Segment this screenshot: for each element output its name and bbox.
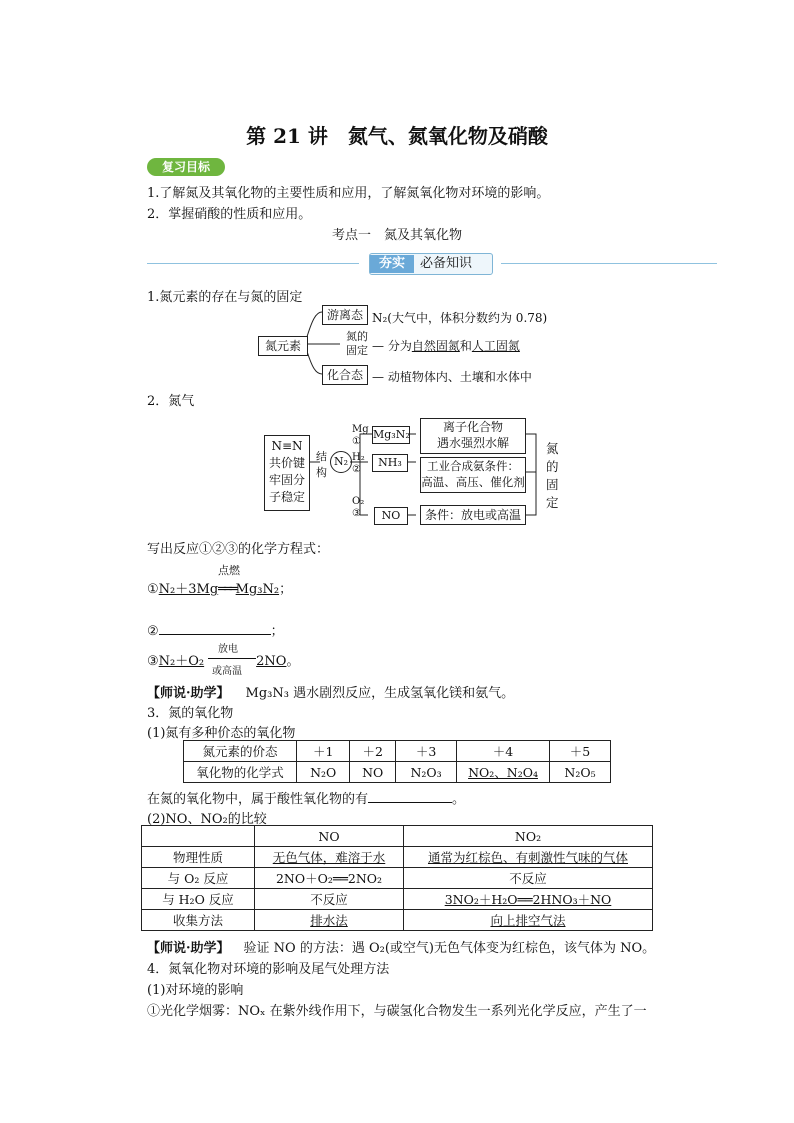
valence-formula-cell: N₂O₅ bbox=[550, 762, 611, 783]
banner-rule-right bbox=[501, 263, 717, 264]
structure-box bbox=[264, 435, 310, 511]
tip1-text: Mg₃N₃ 遇水剧烈反应，生成氢氧化镁和氨气。 bbox=[245, 686, 515, 701]
banner-tag: 夯实 bbox=[370, 255, 414, 273]
side-char-4: 定 bbox=[546, 495, 559, 510]
goal-1: 1.了解氮及其氧化物的主要性质和应用，了解氮氧化物对环境的影响。 bbox=[147, 186, 550, 201]
compare-row bbox=[142, 847, 653, 868]
valence-header-cell: ＋1 bbox=[297, 741, 350, 762]
r3-reagent: O₂ bbox=[352, 496, 365, 507]
right-bracket bbox=[526, 434, 536, 515]
topic-heading: 考点一 氮及其氧化物 bbox=[331, 228, 462, 243]
r2-number: ② bbox=[352, 464, 361, 475]
eq1-condition: 点燃 bbox=[218, 564, 240, 577]
fixation-label-2: 固定 bbox=[346, 344, 368, 357]
valence-formula-cell: 氧化物的化学式 bbox=[184, 762, 297, 783]
compare-cell: 不反应 bbox=[404, 868, 653, 889]
compare-header-cell bbox=[142, 826, 255, 847]
tip-2 bbox=[147, 937, 655, 956]
eq2-number: ② bbox=[147, 624, 159, 639]
r2-note-1: 工业合成氨条件： bbox=[427, 459, 519, 473]
r1-note-box bbox=[420, 418, 526, 454]
valence-formula-cell: NO bbox=[350, 762, 396, 783]
compare-header-row bbox=[142, 826, 653, 847]
fixation-label-1: 氮的 bbox=[346, 330, 368, 343]
banner-rule-left bbox=[147, 263, 359, 264]
equation-3 bbox=[147, 650, 299, 669]
r1-note-1: 离子化合物 bbox=[442, 420, 503, 434]
equation-1 bbox=[147, 578, 292, 597]
eq3-condition-top: 放电 bbox=[218, 644, 238, 655]
banner-text: 必备知识 bbox=[420, 256, 473, 271]
eq1-number: ① bbox=[147, 582, 159, 597]
connector-free bbox=[306, 312, 322, 340]
artificial-fixation: 人工固氮 bbox=[471, 339, 520, 353]
structure-label-2: 构 bbox=[316, 466, 327, 479]
compare-cell: 无色气体，难溶于水 bbox=[255, 847, 404, 868]
side-char-1: 氮 bbox=[546, 441, 559, 456]
connector-combined bbox=[306, 348, 322, 374]
heading-4: 4．氮氧化物对环境的影响及尾气处理方法 bbox=[147, 962, 390, 977]
compare-row bbox=[142, 910, 653, 931]
r3-product-box: NO bbox=[374, 507, 408, 525]
valence-table bbox=[183, 740, 611, 783]
compare-cell: 向上排空气法 bbox=[404, 910, 653, 931]
eq2-end: ； bbox=[270, 624, 284, 639]
eq3-condition-bottom: 或高温 bbox=[212, 666, 242, 677]
structure-line-4: 子稳定 bbox=[268, 490, 305, 504]
r1-reagent: Mg bbox=[352, 424, 369, 435]
valence-formula-row bbox=[184, 762, 611, 783]
side-char-2: 的 bbox=[546, 459, 559, 474]
compare-cell: 排水法 bbox=[255, 910, 404, 931]
page-title: 第 21 讲 氮气、氮氧化物及硝酸 bbox=[246, 124, 548, 148]
fixation-and: 和 bbox=[459, 339, 472, 353]
compare-cell: 通常为红棕色、有刺激性气味的气体 bbox=[404, 847, 653, 868]
section-banner bbox=[147, 253, 717, 273]
acid-question-end: 。 bbox=[452, 792, 466, 807]
valence-formula-cell: NO₂、N₂O₄ bbox=[457, 762, 550, 783]
compare-header-cell: NO₂ bbox=[404, 826, 653, 847]
root-box: 氮元素 bbox=[258, 336, 308, 356]
eq1-arrow: ═══ bbox=[218, 582, 236, 597]
smog-text: ①光化学烟雾：NOₓ 在紫外线作用下，与碳氢化合物发生一系列光化学反应，产生了一 bbox=[147, 1004, 647, 1019]
eq2-answer-blank[interactable] bbox=[159, 622, 271, 635]
compare-row bbox=[142, 868, 653, 889]
valence-header-cell: ＋3 bbox=[396, 741, 457, 762]
combined-state-note: — 动植物体内、土壤和水体中 bbox=[372, 370, 532, 384]
valence-header-cell: ＋4 bbox=[457, 741, 550, 762]
heading-2: 2．氮气 bbox=[147, 394, 195, 409]
valence-formula-cell: N₂O₃ bbox=[396, 762, 457, 783]
structure-line-3: 牢固分 bbox=[268, 473, 305, 487]
compare-cell: 收集方法 bbox=[142, 910, 255, 931]
n2-circle: N₂ bbox=[330, 451, 352, 473]
equation-2 bbox=[147, 620, 284, 639]
r1-product-box: Mg₃N₂ bbox=[372, 426, 410, 444]
tip1-label: 【师说·助学】 bbox=[147, 686, 230, 701]
review-goals-badge: 复习目标 bbox=[147, 158, 225, 176]
free-state-box: 游离态 bbox=[322, 305, 368, 325]
valence-header-cell: ＋5 bbox=[550, 741, 611, 762]
no-no2-comparison-table bbox=[141, 825, 653, 931]
tip-1 bbox=[147, 682, 514, 701]
fixation-side-label bbox=[546, 440, 559, 512]
heading-3: 3．氮的氧化物 bbox=[147, 706, 234, 721]
r1-note-2: 遇水强烈水解 bbox=[436, 436, 509, 450]
structure-line-2: 共价键 bbox=[268, 456, 305, 470]
eq3-end: 。 bbox=[286, 654, 300, 669]
structure-label-1: 结 bbox=[316, 450, 327, 463]
r2-product-box: NH₃ bbox=[372, 454, 408, 472]
eq1-end: ； bbox=[279, 582, 293, 597]
valence-header-cell: ＋2 bbox=[350, 741, 396, 762]
compare-cell: 不反应 bbox=[255, 889, 404, 910]
r2-note-2: 高温、高压、催化剂 bbox=[421, 475, 525, 489]
tip2-label: 【师说·助学】 bbox=[147, 941, 230, 956]
r2-note-box bbox=[420, 457, 526, 493]
eq1-right: Mg₃N₂ bbox=[235, 582, 280, 597]
eq3-number: ③ bbox=[147, 654, 159, 669]
heading-3-1: (1)氮有多种价态的氧化物 bbox=[147, 726, 296, 741]
acid-question-text: 在氮的氧化物中，属于酸性氧化物的有 bbox=[147, 792, 369, 807]
equation-intro: 写出反应①②③的化学方程式： bbox=[147, 542, 330, 557]
tip2-text: 验证 NO 的方法：遇 O₂(或空气)无色气体变为红棕色，该气体为 NO。 bbox=[243, 941, 656, 956]
acid-answer-blank[interactable] bbox=[368, 790, 452, 803]
eq1-left: N₂＋3Mg bbox=[158, 582, 219, 597]
fixation-note bbox=[372, 337, 520, 354]
free-state-note: N₂(大气中，体积分数约为 0.78) bbox=[372, 311, 548, 325]
compare-cell: 与 H₂O 反应 bbox=[142, 889, 255, 910]
compare-cell: 3NO₂＋H₂O══2HNO₃＋NO bbox=[404, 889, 653, 910]
combined-state-box: 化合态 bbox=[322, 365, 368, 385]
valence-header-cell: 氮元素的价态 bbox=[184, 741, 297, 762]
fixation-note-prefix: — 分为 bbox=[372, 339, 412, 353]
compare-cell: 物理性质 bbox=[142, 847, 255, 868]
r1-number: ① bbox=[352, 436, 361, 447]
eq3-left: N₂＋O₂ bbox=[158, 654, 205, 669]
eq3-right: 2NO bbox=[256, 654, 287, 669]
compare-cell: 2NO＋O₂══2NO₂ bbox=[255, 868, 404, 889]
heading-3-2: (2)NO、NO₂的比较 bbox=[147, 812, 267, 827]
banner-pill bbox=[369, 253, 493, 275]
compare-cell: 与 O₂ 反应 bbox=[142, 868, 255, 889]
branch-3 bbox=[360, 462, 368, 515]
compare-header-cell: NO bbox=[255, 826, 404, 847]
heading-4-1: (1)对环境的影响 bbox=[147, 983, 244, 998]
heading-1: 1.氮元素的存在与氮的固定 bbox=[147, 290, 303, 305]
valence-formula-cell: N₂O bbox=[297, 762, 350, 783]
r3-number: ③ bbox=[352, 508, 361, 519]
compare-row bbox=[142, 889, 653, 910]
goal-2: 2．掌握硝酸的性质和应用。 bbox=[147, 207, 312, 222]
side-char-3: 固 bbox=[546, 477, 559, 492]
structure-line-1: N≡N bbox=[271, 439, 303, 453]
r3-note-box: 条件：放电或高温 bbox=[420, 505, 526, 525]
acid-oxide-question bbox=[147, 788, 465, 807]
natural-fixation: 自然固氮 bbox=[411, 339, 460, 353]
r2-reagent: H₂ bbox=[352, 452, 365, 463]
valence-header-row bbox=[184, 741, 611, 762]
